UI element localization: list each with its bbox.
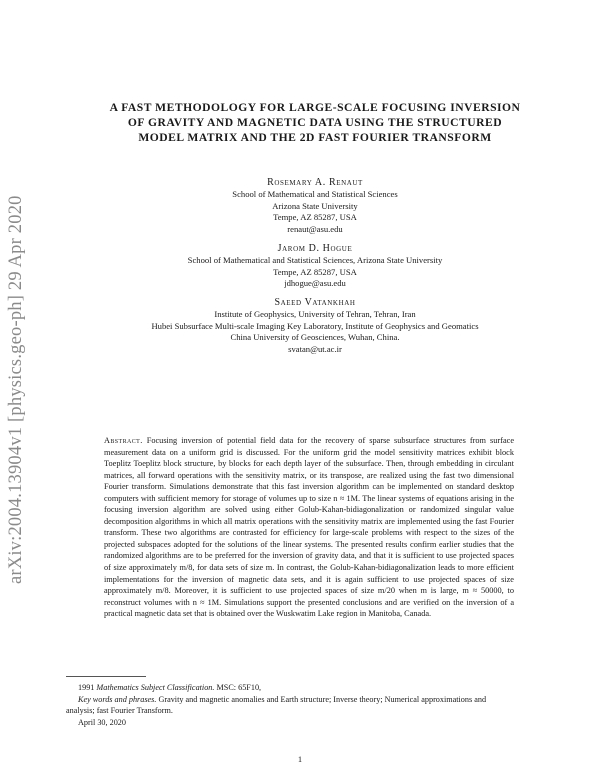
affiliation-line: Institute of Geophysics, University of Tehran, Tehran, Iran: [214, 309, 416, 319]
msc-footnote: [78, 682, 508, 693]
author-name: Rosemary A. Renaut: [267, 177, 363, 188]
paper-title: [60, 100, 570, 145]
author-email: svatan@ut.ac.ir: [288, 343, 342, 354]
affiliation-line: China University of Geosciences, Wuhan, China.: [230, 332, 400, 343]
affiliation-line: Hubei Subsurface Multi-scale Imaging Key Laboratory, Institute of Geophysics and Geomatics: [151, 320, 479, 331]
author-name: Saeed Vatankhah: [274, 297, 356, 308]
abstract-label: Abstract.: [104, 436, 143, 445]
msc-label: Mathematics Subject Classification.: [96, 683, 215, 692]
abstract-text: Focusing inversion of potential field data for the recovery of sparse subsurface structures from surface measurement data on a uniform grid is discussed. For the uniform grid the model sensitivity matrices exhibit block Toeplitz Toeplitz block structure, by blocks for each depth layer of the subsurface. Then, through embedding in circulant matrices, all forward operations with the sensitivity matrix, or its transpose, are realized using the fast two dimensional Fourier transform. Simulations demonstrate that this fast inversion algorithm can be implemented on standard desktop computers with sufficient memory for storage of volumes up to size n ≈ 1M. The linear systems of equations arising in the focusing inversion algorithm are solved using either Golub-Kahan-bidiagonalization or randomized singular value decomposition algorithms in which all matrix operations with the sensitivity matrix are implemented using the fast Fourier transform. These two algorithms are contrasted for efficiency for large-scale problems with respect to the sizes of the projected subspaces adopted for the solutions of the linear systems. The presented results confirm earlier studies that the randomized algorithms are to be preferred for the inversion of gravity data, and that it is sufficient to use projected spaces of size approximately m/8, for data sets of size m. In contrast, the Golub-Kahan-bidiagonalization leads to more efficient implementations for the inversion of magnetic data sets, and it is again sufficient to use projected spaces of size approximately m/8. Moreover, it is sufficient to use projected spaces of size m/20 when m is large, m ≈ 50000, to reconstruct volumes with n ≈ 1M. Simulations support the presented conclusions and are verified on the inversion of a practical magnetic data set that is obtained over the Wuskwatim Lake region in Manitoba, Canada.: [104, 436, 515, 619]
title-line: OF GRAVITY AND MAGNETIC DATA USING THE STRUCTURED: [127, 116, 503, 129]
affiliation-line: School of Mathematical and Statistical Sciences, Arizona State University: [187, 255, 443, 265]
author-name: Jarom D. Hogue: [277, 243, 353, 254]
author-email: jdhogue@asu.edu: [284, 278, 346, 289]
page-number: 1: [297, 754, 303, 764]
author-email: renaut@asu.edu: [287, 223, 343, 234]
title-line: A FAST METHODOLOGY FOR LARGE-SCALE FOCUSING INVERSION: [109, 101, 521, 114]
arxiv-identifier-stamp: arXiv:2004.13904v1 [physics.geo-ph] 29 Apr 2020: [6, 195, 26, 585]
title-line: MODEL MATRIX AND THE 2D FAST FOURIER TRANSFORM: [138, 131, 492, 144]
date-line: April 30, 2020: [78, 718, 126, 727]
keywords-footnote: [66, 694, 506, 716]
author-block-3: [60, 296, 570, 355]
keywords-label: Key words and phrases.: [78, 695, 157, 704]
footnote-rule: [66, 676, 146, 677]
author-block-2: [60, 242, 570, 290]
affiliation-line: Tempe, AZ 85287, USA: [273, 212, 357, 223]
author-block-1: [60, 176, 570, 235]
affiliation-line: Tempe, AZ 85287, USA: [273, 266, 357, 277]
msc-value: MSC: 65F10,: [216, 683, 262, 692]
abstract: [104, 435, 514, 620]
affiliation-line: Arizona State University: [272, 200, 358, 211]
keywords-value: Gravity and magnetic anomalies and Earth structure; Inverse theory; Numerical approximations and analysis; fast Fourier Transform.: [66, 695, 487, 715]
affiliation-line: School of Mathematical and Statistical Sciences: [232, 189, 398, 199]
msc-year: 1991: [78, 683, 95, 692]
